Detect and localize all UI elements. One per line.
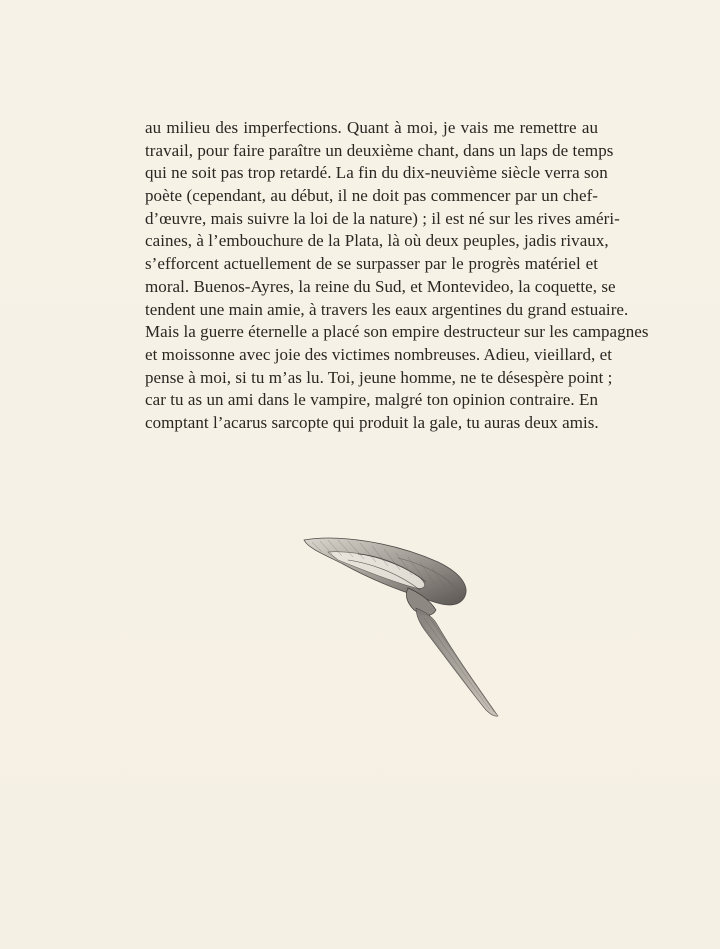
text-line-14: comptant l’acarus sarcopte qui produit la gale, tu auras deux amis.	[145, 412, 599, 432]
text-line-2: travail, pour faire paraître un deuxième chant, dans un laps de temps	[145, 140, 614, 160]
text-line-6: caines, à l’embouchure de la Plata, là où deux peuples, jadis rivaux,	[145, 231, 609, 251]
text-line-12: pense à moi, si tu m’as lu. Toi, jeune homme, ne te désespère point ;	[145, 367, 613, 387]
text-line-10: Mais la guerre éternelle a placé son empire destructeur sur les campagnes	[145, 322, 649, 342]
paragraph-text	[145, 117, 649, 435]
text-line-7: s’efforcent actuellement de se surpasser par le progrès matériel et	[145, 254, 598, 274]
text-line-8: moral. Buenos-Ayres, la reine du Sud, et Montevideo, la coquette, se	[145, 276, 616, 296]
text-line-9: tendent une main amie, à travers les eaux argentines du grand estuaire.	[145, 299, 629, 319]
text-line-1: au milieu des imperfections. Quant à moi, je vais me remettre au	[145, 118, 598, 137]
text-line-5: d’œuvre, mais suivre la loi de la nature) ; il est né sur les rives améri-	[145, 208, 620, 228]
text-line-3: qui ne soit pas trop retardé. La fin du dix-neuvième siècle verra son	[145, 163, 608, 183]
text-line-11: et moissonne avec joie des victimes nombreuses. Adieu, vieillard, et	[145, 344, 613, 364]
text-line-13: car tu as un ami dans le vampire, malgré ton opinion contraire. En	[145, 390, 598, 410]
text-line-4: poète (cependant, au début, il ne doit pas commencer par un chef-	[145, 186, 598, 206]
engraved-shell-sketch-icon	[298, 530, 508, 720]
